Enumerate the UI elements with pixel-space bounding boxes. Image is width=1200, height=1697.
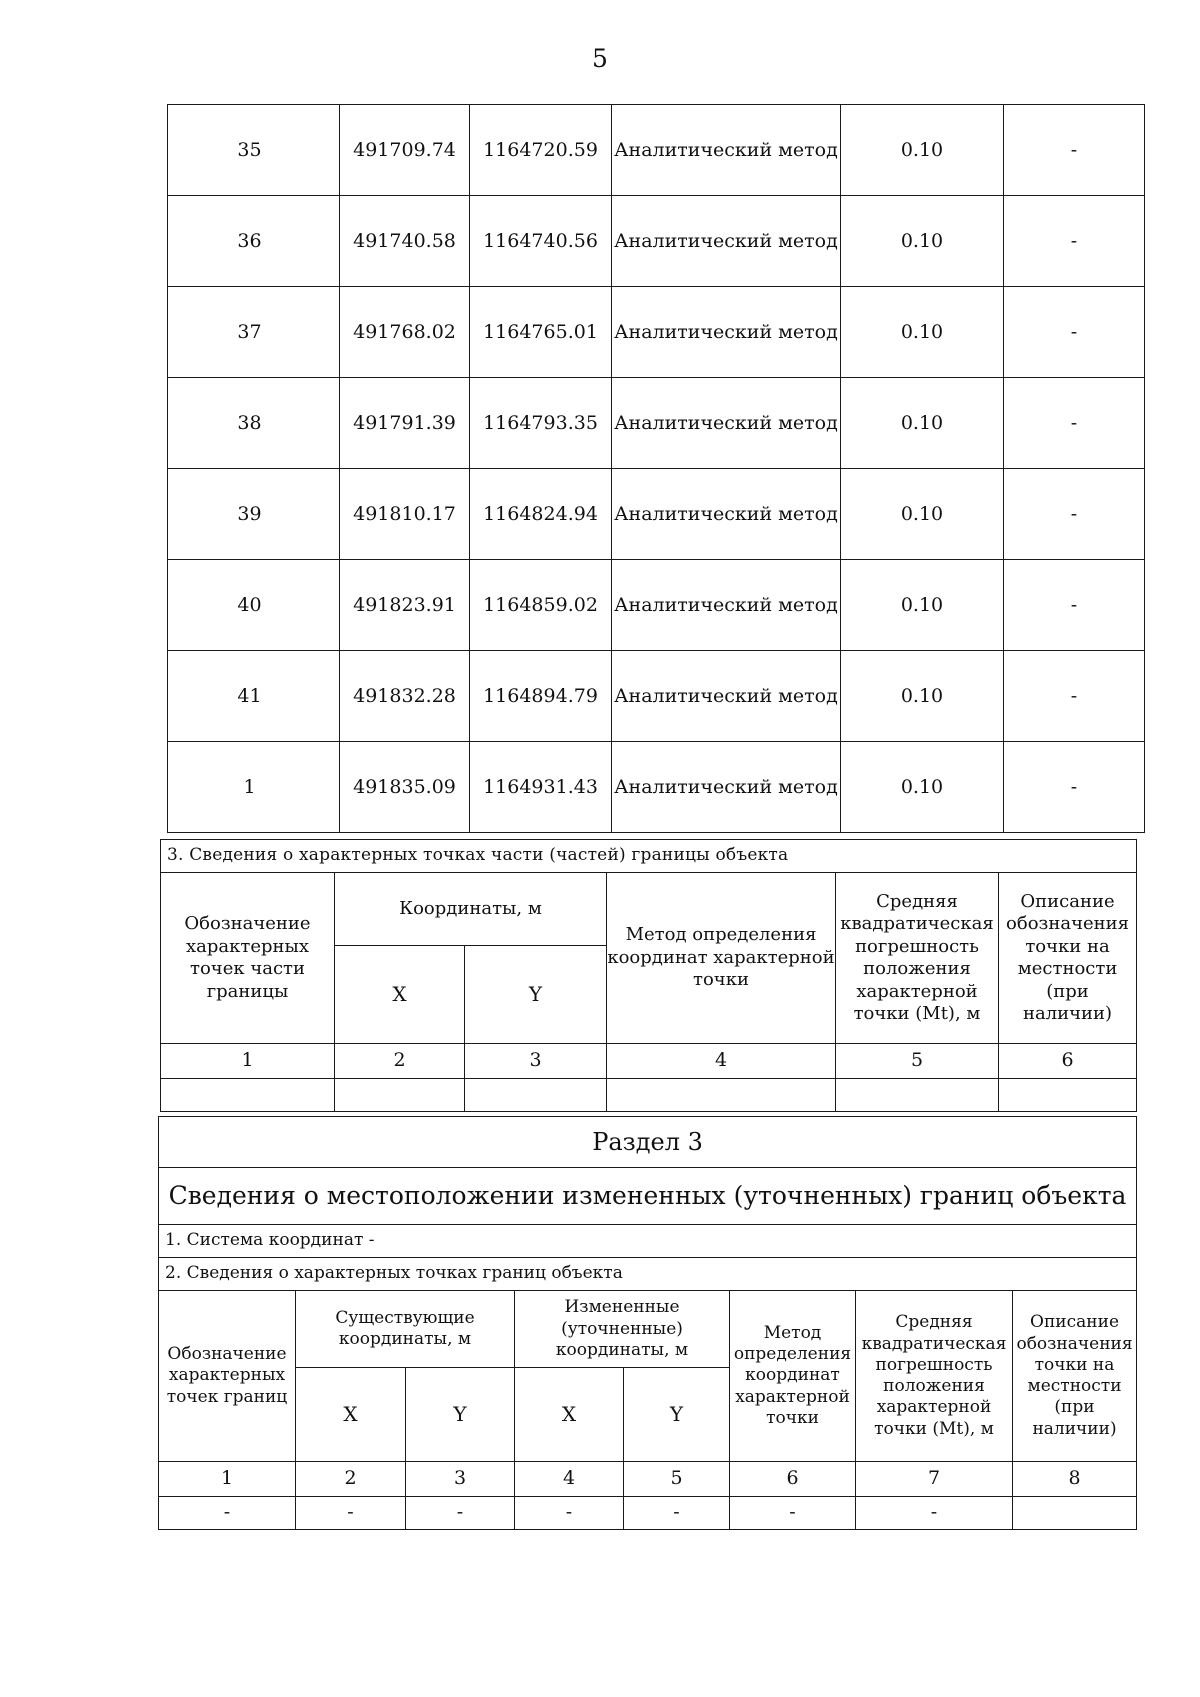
mean-error: 0.10	[841, 651, 1004, 742]
point-id: 36	[168, 196, 340, 287]
header-existing-coordinates: Существующие координаты, м	[296, 1291, 515, 1368]
empty-cell	[999, 1079, 1137, 1112]
header-changed-y: Y	[624, 1368, 730, 1462]
coordinate-system: 1. Система координат -	[159, 1225, 1137, 1258]
header-description: Описание обозначения точки на местности (при наличии)	[1013, 1291, 1137, 1462]
mean-error: 0.10	[841, 560, 1004, 651]
point-id: 37	[168, 287, 340, 378]
header-coordinates: Координаты, м	[335, 873, 607, 946]
header-y: Y	[465, 946, 607, 1044]
point-id: 38	[168, 378, 340, 469]
dash-cell	[1013, 1497, 1137, 1530]
column-number: 3	[465, 1044, 607, 1079]
column-number: 3	[406, 1462, 515, 1497]
empty-cell	[607, 1079, 836, 1112]
coord-x: 491823.91	[340, 560, 470, 651]
empty-cell	[465, 1079, 607, 1112]
column-number: 4	[607, 1044, 836, 1079]
method: Аналитический метод	[612, 469, 841, 560]
method: Аналитический метод	[612, 742, 841, 833]
coord-x: 491832.28	[340, 651, 470, 742]
column-number: 7	[856, 1462, 1013, 1497]
table-row	[168, 287, 1145, 378]
coord-x: 491835.09	[340, 742, 470, 833]
page-number: 5	[592, 44, 608, 73]
empty-cell	[161, 1079, 335, 1112]
dash-cell: -	[159, 1497, 296, 1530]
mean-error: 0.10	[841, 742, 1004, 833]
dash-cell: -	[406, 1497, 515, 1530]
column-number: 6	[730, 1462, 856, 1497]
part-boundary-table	[160, 839, 1137, 1112]
header-existing-x: X	[296, 1368, 406, 1462]
empty-cell	[836, 1079, 999, 1112]
column-number: 2	[296, 1462, 406, 1497]
coord-y: 1164793.35	[470, 378, 612, 469]
header-error: Средняя квадратическая погрешность положения характерной точки (Mt), м	[836, 873, 999, 1044]
method: Аналитический метод	[612, 651, 841, 742]
column-number: 2	[335, 1044, 465, 1079]
column-number: 6	[999, 1044, 1137, 1079]
empty-cell	[335, 1079, 465, 1112]
column-number: 1	[161, 1044, 335, 1079]
header-method: Метод определения координат характерной точки	[730, 1291, 856, 1462]
point-id: 40	[168, 560, 340, 651]
dash-cell: -	[856, 1497, 1013, 1530]
point-id: 39	[168, 469, 340, 560]
coord-y: 1164765.01	[470, 287, 612, 378]
mean-error: 0.10	[841, 378, 1004, 469]
table-row	[168, 742, 1145, 833]
coordinates-table	[167, 104, 1145, 833]
coord-x: 491791.39	[340, 378, 470, 469]
points-section-title: 2. Сведения о характерных точках границ объекта	[159, 1258, 1137, 1291]
header-existing-y: Y	[406, 1368, 515, 1462]
point-id: 1	[168, 742, 340, 833]
column-number: 8	[1013, 1462, 1137, 1497]
table-row	[168, 196, 1145, 287]
method: Аналитический метод	[612, 287, 841, 378]
coord-x: 491740.58	[340, 196, 470, 287]
description: -	[1004, 469, 1145, 560]
coord-y: 1164931.43	[470, 742, 612, 833]
column-number: 4	[515, 1462, 624, 1497]
method: Аналитический метод	[612, 560, 841, 651]
coord-y: 1164824.94	[470, 469, 612, 560]
description: -	[1004, 560, 1145, 651]
table-row	[168, 560, 1145, 651]
mean-error: 0.10	[841, 469, 1004, 560]
description: -	[1004, 105, 1145, 196]
section3-table	[158, 1116, 1137, 1530]
method: Аналитический метод	[612, 196, 841, 287]
mean-error: 0.10	[841, 105, 1004, 196]
header-changed-coordinates: Измененные (уточненные) координаты, м	[515, 1291, 730, 1368]
header-designation: Обозначение характерных точек границ	[159, 1291, 296, 1462]
dash-cell: -	[296, 1497, 406, 1530]
table-row	[168, 469, 1145, 560]
description: -	[1004, 742, 1145, 833]
header-description: Описание обозначения точки на местности (при наличии)	[999, 873, 1137, 1044]
description: -	[1004, 651, 1145, 742]
part-boundary-section-title: 3. Сведения о характерных точках части (частей) границы объекта	[161, 840, 1137, 873]
header-method: Метод определения координат характерной точки	[607, 873, 836, 1044]
description: -	[1004, 287, 1145, 378]
description: -	[1004, 378, 1145, 469]
header-changed-x: X	[515, 1368, 624, 1462]
table-row	[168, 105, 1145, 196]
point-id: 35	[168, 105, 340, 196]
header-error: Средняя квадратическая погрешность положения характерной точки (Mt), м	[856, 1291, 1013, 1462]
section-heading: Раздел 3	[159, 1117, 1137, 1168]
table-row	[168, 378, 1145, 469]
coord-y: 1164894.79	[470, 651, 612, 742]
section-title: Сведения о местоположении измененных (уточненных) границ объекта	[159, 1168, 1137, 1225]
dash-cell: -	[515, 1497, 624, 1530]
coord-x: 491709.74	[340, 105, 470, 196]
coord-y: 1164859.02	[470, 560, 612, 651]
column-number: 1	[159, 1462, 296, 1497]
mean-error: 0.10	[841, 287, 1004, 378]
mean-error: 0.10	[841, 196, 1004, 287]
table-row	[168, 651, 1145, 742]
point-id: 41	[168, 651, 340, 742]
coord-x: 491768.02	[340, 287, 470, 378]
description: -	[1004, 196, 1145, 287]
coord-y: 1164720.59	[470, 105, 612, 196]
coord-x: 491810.17	[340, 469, 470, 560]
column-number: 5	[624, 1462, 730, 1497]
header-designation: Обозначение характерных точек части границы	[161, 873, 335, 1044]
column-number: 5	[836, 1044, 999, 1079]
dash-cell: -	[730, 1497, 856, 1530]
method: Аналитический метод	[612, 105, 841, 196]
coord-y: 1164740.56	[470, 196, 612, 287]
method: Аналитический метод	[612, 378, 841, 469]
header-x: X	[335, 946, 465, 1044]
dash-cell: -	[624, 1497, 730, 1530]
